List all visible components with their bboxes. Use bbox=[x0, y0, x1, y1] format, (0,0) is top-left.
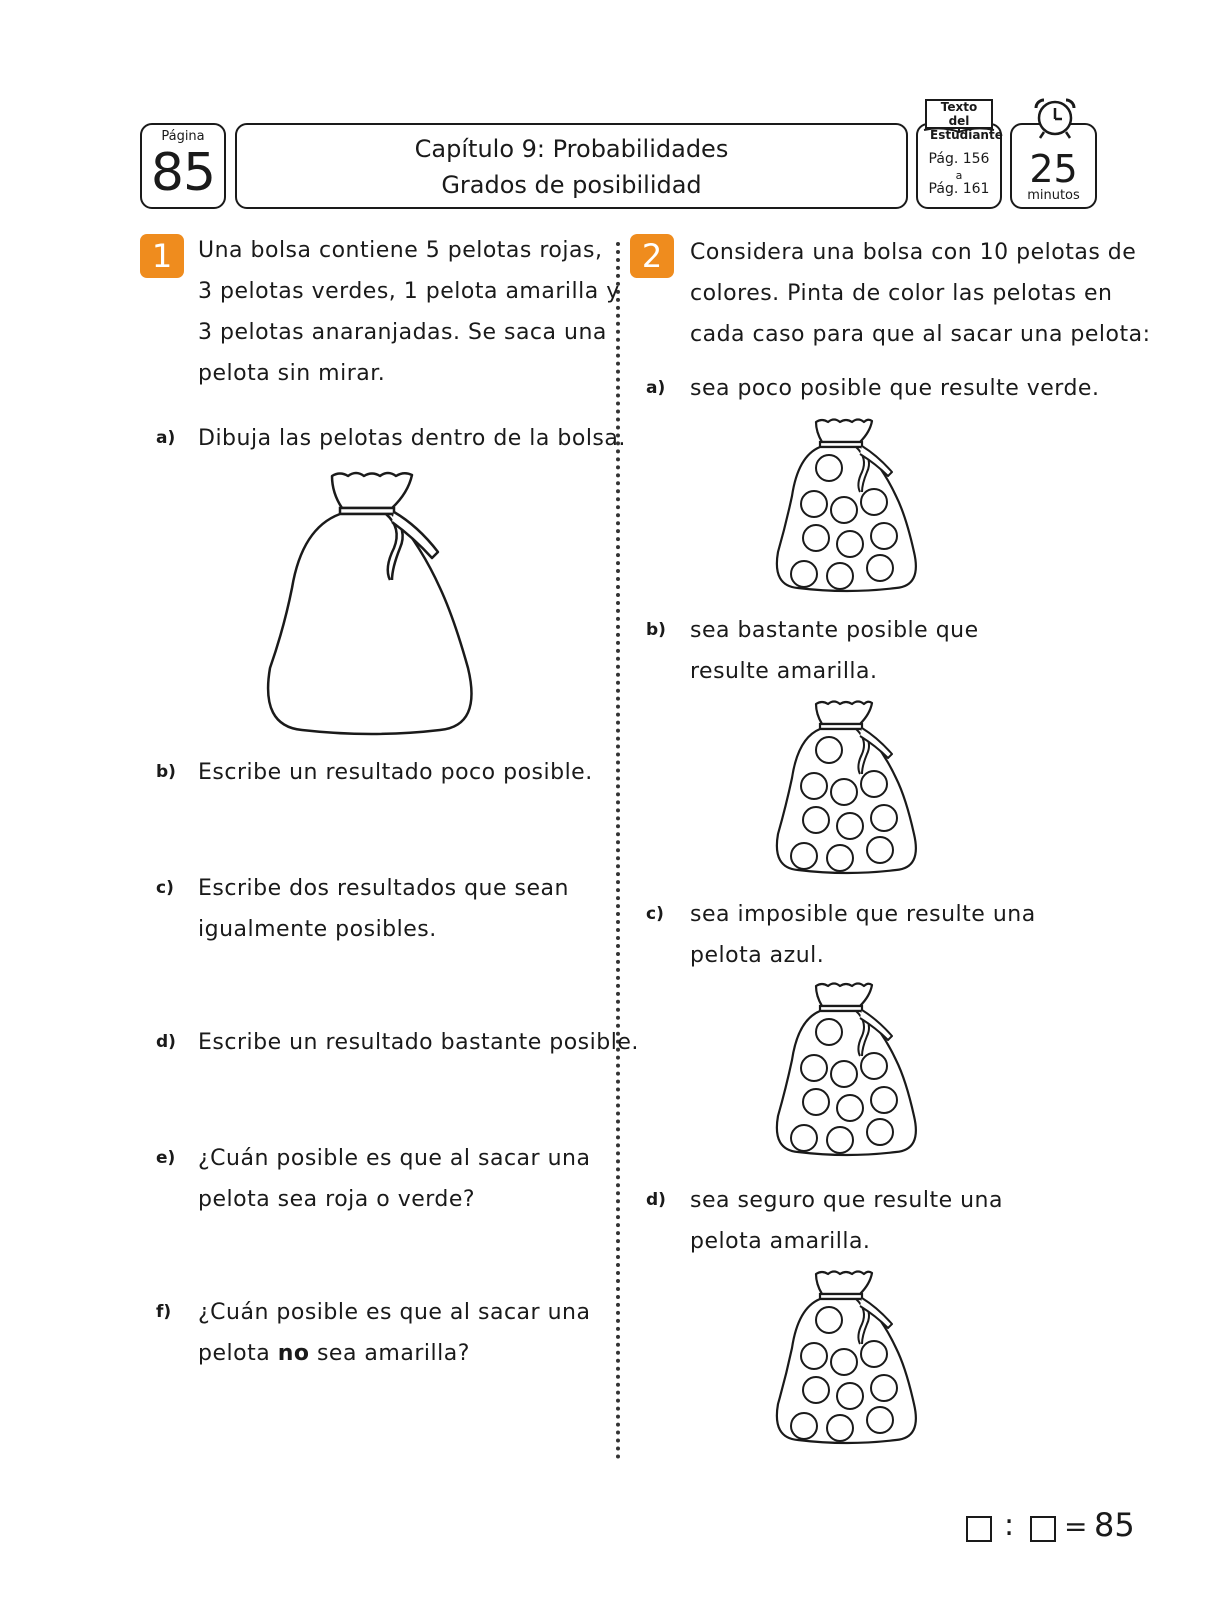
item-b-text: Escribe un resultado poco posible. bbox=[198, 760, 593, 785]
ball-circle[interactable] bbox=[837, 813, 863, 839]
ball-circle[interactable] bbox=[861, 489, 887, 515]
ball-circle[interactable] bbox=[837, 531, 863, 557]
item-d-text: Escribe un resultado bastante posible. bbox=[198, 1030, 639, 1055]
ball-circle[interactable] bbox=[816, 1019, 842, 1045]
item-2a-text: sea poco posible que resulte verde. bbox=[690, 376, 1100, 401]
textbook-label-line1: Texto del bbox=[940, 100, 978, 128]
empty-bag-drawing[interactable] bbox=[262, 468, 482, 744]
ball-circle[interactable] bbox=[831, 1061, 857, 1087]
topic-title: Grados de posibilidad bbox=[441, 171, 702, 199]
item-2b-line: resulte amarilla. bbox=[690, 659, 878, 684]
page-to: Pág. 161 bbox=[928, 181, 990, 197]
ball-circle[interactable] bbox=[861, 771, 887, 797]
item-letter-a: a) bbox=[156, 428, 176, 448]
ball-circle[interactable] bbox=[827, 563, 853, 589]
item-f-text bbox=[198, 1292, 590, 1374]
item-2b-line: sea bastante posible que bbox=[690, 618, 979, 643]
item-f-part: sea amarilla? bbox=[309, 1341, 470, 1366]
item-letter-c: c) bbox=[156, 878, 174, 898]
time-value: 25 bbox=[1029, 147, 1078, 191]
bag-outline bbox=[772, 416, 922, 598]
exercise-2-badge: 2 bbox=[630, 234, 674, 278]
ball-circle[interactable] bbox=[867, 1407, 893, 1433]
ball-circle[interactable] bbox=[831, 1349, 857, 1375]
item-letter-b: b) bbox=[156, 762, 176, 782]
ball-circle[interactable] bbox=[816, 455, 842, 481]
ball-circle[interactable] bbox=[861, 1053, 887, 1079]
exercise-1-badge: 1 bbox=[140, 234, 184, 278]
chapter-title: Capítulo 9: Probabilidades bbox=[414, 135, 729, 163]
page-label: Página bbox=[161, 129, 205, 144]
item-e-line: pelota sea roja o verde? bbox=[198, 1187, 476, 1212]
ball-circle[interactable] bbox=[791, 561, 817, 587]
intro-line: 3 pelotas anaranjadas. Se saca una bbox=[198, 320, 607, 345]
intro-line: cada caso para que al sacar una pelota: bbox=[690, 322, 1151, 347]
range-separator: a bbox=[955, 169, 963, 182]
chapter-title-box bbox=[235, 123, 908, 209]
item-2d-line: sea seguro que resulte una bbox=[690, 1188, 1003, 1213]
ball-circle[interactable] bbox=[837, 1383, 863, 1409]
ball-circle[interactable] bbox=[801, 773, 827, 799]
item-2c-line: sea imposible que resulte una bbox=[690, 902, 1036, 927]
item-c-text bbox=[198, 868, 569, 950]
footer-page-number: 85 bbox=[1094, 1506, 1135, 1544]
ball-circle[interactable] bbox=[803, 1089, 829, 1115]
item-e-text bbox=[198, 1138, 590, 1220]
footer-colon: : bbox=[1004, 1508, 1015, 1543]
ball-circle[interactable] bbox=[837, 1095, 863, 1121]
ball-circle[interactable] bbox=[801, 491, 827, 517]
ball-circle[interactable] bbox=[867, 555, 893, 581]
item-letter-a: a) bbox=[646, 378, 666, 398]
ball-circle[interactable] bbox=[803, 1377, 829, 1403]
ball-circle[interactable] bbox=[871, 523, 897, 549]
item-letter-e: e) bbox=[156, 1148, 176, 1168]
intro-line: Una bolsa contiene 5 pelotas rojas, bbox=[198, 238, 603, 263]
intro-line: pelota sin mirar. bbox=[198, 361, 386, 386]
item-c-line: Escribe dos resultados que sean bbox=[198, 876, 569, 901]
answer-box[interactable] bbox=[1030, 1516, 1056, 1542]
ball-circle[interactable] bbox=[816, 1307, 842, 1333]
ball-circle[interactable] bbox=[803, 807, 829, 833]
time-unit: minutos bbox=[1027, 188, 1080, 203]
ball-circle[interactable] bbox=[791, 1125, 817, 1151]
textbook-label bbox=[930, 100, 1003, 142]
ball-circle[interactable] bbox=[791, 843, 817, 869]
ball-circle[interactable] bbox=[831, 497, 857, 523]
exercise-1-intro bbox=[198, 230, 620, 394]
bag-outline bbox=[772, 980, 922, 1162]
item-letter-d: d) bbox=[646, 1190, 666, 1210]
item-a-text: Dibuja las pelotas dentro de la bolsa. bbox=[198, 426, 626, 451]
ball-circle[interactable] bbox=[871, 805, 897, 831]
ball-bag-a[interactable] bbox=[772, 416, 922, 602]
bag-outline bbox=[772, 1268, 922, 1450]
item-2b-text bbox=[690, 610, 979, 692]
ball-circle[interactable] bbox=[801, 1055, 827, 1081]
item-c-line: igualmente posibles. bbox=[198, 917, 437, 942]
item-2c-line: pelota azul. bbox=[690, 943, 825, 968]
item-letter-f: f) bbox=[156, 1302, 172, 1322]
ball-circle[interactable] bbox=[803, 525, 829, 551]
intro-line: 3 pelotas verdes, 1 pelota amarilla y bbox=[198, 279, 620, 304]
ball-circle[interactable] bbox=[801, 1343, 827, 1369]
ball-bag-d[interactable] bbox=[772, 1268, 922, 1454]
item-2c-text bbox=[690, 894, 1036, 976]
exercise-2-intro bbox=[690, 232, 1151, 355]
item-letter-c: c) bbox=[646, 904, 664, 924]
ball-circle[interactable] bbox=[791, 1413, 817, 1439]
intro-line: Considera una bolsa con 10 pelotas de bbox=[690, 240, 1137, 265]
item-2d-line: pelota amarilla. bbox=[690, 1229, 871, 1254]
item-f-line bbox=[198, 1333, 590, 1374]
ball-circle[interactable] bbox=[871, 1087, 897, 1113]
ball-circle[interactable] bbox=[861, 1341, 887, 1367]
page-number: 85 bbox=[150, 143, 216, 203]
ball-circle[interactable] bbox=[827, 845, 853, 871]
ball-circle[interactable] bbox=[831, 779, 857, 805]
ball-circle[interactable] bbox=[827, 1127, 853, 1153]
ball-circle[interactable] bbox=[871, 1375, 897, 1401]
ball-bag-b[interactable] bbox=[772, 698, 922, 884]
ball-circle[interactable] bbox=[867, 1119, 893, 1145]
ball-bag-c[interactable] bbox=[772, 980, 922, 1166]
ball-circle[interactable] bbox=[827, 1415, 853, 1441]
item-f-emphasis: no bbox=[277, 1341, 310, 1366]
alarm-clock-icon bbox=[1030, 96, 1080, 142]
page-number-box bbox=[140, 123, 226, 209]
footer-equals: = bbox=[1064, 1510, 1088, 1543]
item-letter-b: b) bbox=[646, 620, 666, 640]
page-from: Pág. 156 bbox=[928, 151, 990, 167]
item-e-line: ¿Cuán posible es que al sacar una bbox=[198, 1146, 591, 1171]
textbook-label-line2: Estudiante bbox=[930, 128, 1003, 142]
intro-line: colores. Pinta de color las pelotas en bbox=[690, 281, 1113, 306]
answer-box[interactable] bbox=[966, 1516, 992, 1542]
item-letter-d: d) bbox=[156, 1032, 176, 1052]
ball-circle[interactable] bbox=[816, 737, 842, 763]
item-f-part: pelota bbox=[198, 1341, 278, 1366]
item-2d-text bbox=[690, 1180, 1003, 1262]
ball-circle[interactable] bbox=[867, 837, 893, 863]
bag-outline bbox=[772, 698, 922, 880]
item-f-line: ¿Cuán posible es que al sacar una bbox=[198, 1300, 591, 1325]
